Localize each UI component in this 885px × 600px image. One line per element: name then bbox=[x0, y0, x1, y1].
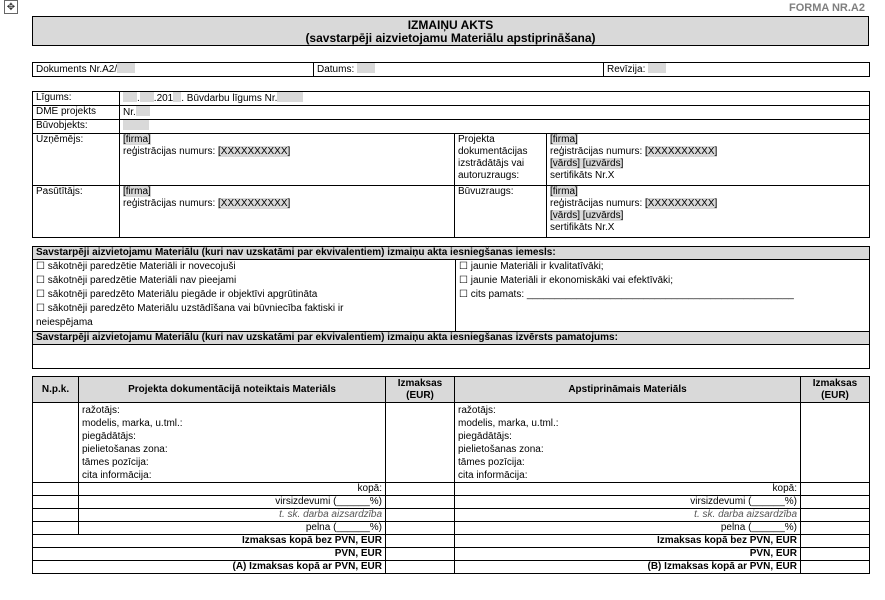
ligums-day-field[interactable] bbox=[123, 92, 137, 102]
proj-cost-cell[interactable] bbox=[386, 403, 455, 483]
appr-cost-cell[interactable] bbox=[801, 403, 870, 483]
buvuzraugs-details bbox=[547, 186, 870, 238]
projekta-label: Projekta dokumentācijas izstrādātājs vai autoruzraugs: bbox=[455, 134, 547, 186]
reason-impossible-cont: neiespējama bbox=[36, 317, 93, 328]
buvuzraugs-reg-value[interactable]: [XXXXXXXXXX] bbox=[645, 198, 718, 209]
uznemejs-label: Uzņēmējs: bbox=[33, 134, 120, 186]
ligums-month-field[interactable] bbox=[140, 92, 154, 102]
parties-table bbox=[32, 133, 870, 238]
proj-modelis: modelis, marka, u.tml.: bbox=[82, 418, 183, 429]
appr-virs-value[interactable] bbox=[801, 496, 870, 509]
datums-field[interactable] bbox=[357, 63, 375, 73]
appr-tames: tāmes pozīcija: bbox=[458, 457, 525, 468]
appr-cita: cita informācija: bbox=[458, 470, 528, 481]
dme-number-field[interactable] bbox=[136, 106, 150, 116]
dokuments-field[interactable] bbox=[117, 63, 135, 73]
pelna-npk bbox=[33, 522, 79, 535]
appr-aizs-label: t. sk. darba aizsardzība bbox=[455, 509, 801, 522]
buvobjekts-value bbox=[120, 120, 870, 134]
buvuzraugs-reg-label: reģistrācijas numurs: bbox=[550, 198, 646, 209]
projekta-sert[interactable]: sertifikāts Nr.X bbox=[550, 170, 615, 181]
proj-kopa-label: kopā: bbox=[79, 483, 386, 496]
npk-header-text: N.p.k. bbox=[41, 383, 70, 395]
appr-razotajs: ražotājs: bbox=[458, 405, 496, 416]
proj-kopa-value[interactable] bbox=[386, 483, 455, 496]
reason-other[interactable]: ☐ cits pamats: ________________________________________________ bbox=[459, 289, 794, 300]
move-handle-icon[interactable]: ✥ bbox=[4, 0, 18, 14]
appr-cost-header: Izmaksas (EUR) bbox=[801, 377, 870, 403]
title-line-1: IZMAIŅU AKTS bbox=[407, 18, 494, 32]
proj-aizs-label: t. sk. darba aizsardzība bbox=[79, 509, 386, 522]
proj-total-value[interactable] bbox=[386, 561, 455, 574]
appr-kopa-value[interactable] bbox=[801, 483, 870, 496]
proj-bez-pvn-label: Izmaksas kopā bez PVN, EUR bbox=[33, 535, 386, 548]
reason-impossible[interactable]: ☐ sākotnēji paredzēto Materiālu uzstādīšana vai būvniecība faktiski ir bbox=[36, 303, 344, 314]
npk-header bbox=[33, 377, 79, 403]
projekta-vards[interactable]: [vārds] [uzvārds] bbox=[550, 158, 624, 169]
uznemejs-details bbox=[120, 134, 455, 186]
npk-cell[interactable] bbox=[33, 403, 79, 483]
title-line-2: (savstarpēji aizvietojamu Materiālu apstiprināšana) bbox=[305, 31, 596, 45]
projekta-details bbox=[547, 134, 870, 186]
proj-bez-pvn-value[interactable] bbox=[386, 535, 455, 548]
appr-aizs-value[interactable] bbox=[801, 509, 870, 522]
proj-pvn-label: PVN, EUR bbox=[33, 548, 386, 561]
costs-table bbox=[32, 376, 870, 574]
pasutitajs-reg-value[interactable]: [XXXXXXXXXX] bbox=[218, 198, 291, 209]
dme-nr-label: Nr. bbox=[123, 107, 136, 118]
reason-delivery[interactable]: ☐ sākotnēji paredzēto Materiālu piegāde ir objektīvi apgrūtināta bbox=[36, 289, 318, 300]
proj-details[interactable] bbox=[79, 403, 386, 483]
appr-pvn-value[interactable] bbox=[801, 548, 870, 561]
proj-pelna-label[interactable]: pelna (______%) bbox=[79, 522, 386, 535]
document-title bbox=[32, 16, 869, 46]
pasutitajs-firma[interactable]: [firma] bbox=[123, 186, 151, 197]
buvobjekts-field[interactable] bbox=[123, 120, 149, 130]
appr-kopa-label: kopā: bbox=[455, 483, 801, 496]
ligums-value: . .201 . Būvdarbu līgums Nr. bbox=[120, 92, 870, 106]
reasons-left bbox=[33, 260, 456, 332]
appr-pvn-label: PVN, EUR bbox=[455, 548, 801, 561]
document-info-table bbox=[32, 62, 870, 77]
buvuzraugs-sert[interactable]: sertifikāts Nr.X bbox=[550, 222, 615, 233]
ligums-number-field[interactable] bbox=[277, 92, 303, 102]
pasutitajs-label: Pasūtītājs: bbox=[33, 186, 120, 238]
dme-label: DME projekts bbox=[33, 106, 120, 120]
revizija-cell bbox=[604, 63, 870, 77]
revizija-field[interactable] bbox=[648, 63, 666, 73]
revizija-label: Revīzija: bbox=[607, 64, 646, 75]
reasons-table bbox=[32, 246, 870, 369]
proj-razotajs: ražotājs: bbox=[82, 405, 120, 416]
appr-bez-pvn-value[interactable] bbox=[801, 535, 870, 548]
proj-pvn-value[interactable] bbox=[386, 548, 455, 561]
pasutitajs-details bbox=[120, 186, 455, 238]
reason-quality[interactable]: ☐ jaunie Materiāli ir kvalitatīvāki; bbox=[459, 261, 604, 272]
proj-aizs-value[interactable] bbox=[386, 509, 455, 522]
projekta-firma[interactable]: [firma] bbox=[550, 134, 578, 145]
reason-economical[interactable]: ☐ jaunie Materiāli ir ekonomiskāki vai efektīvāki; bbox=[459, 275, 674, 286]
buvuzraugs-label: Būvuzraugs: bbox=[455, 186, 547, 238]
pamatojums-header: Savstarpēji aizvietojamu Materiālu (kuri nav uzskatāmi par ekvivalentiem) izmaiņu akta iesniegšanas izvērsts pamatojums: bbox=[33, 332, 870, 345]
uznemejs-reg-label: reģistrācijas numurs: bbox=[123, 146, 219, 157]
proj-zona: pielietošanas zona: bbox=[82, 444, 168, 455]
reasons-header: Savstarpēji aizvietojamu Materiālu (kuri nav uzskatāmi par ekvivalentiem) izmaiņu akta iesniegšanas iemesls: bbox=[33, 247, 870, 260]
proj-material-header: Projekta dokumentācijā noteiktais Materiāls bbox=[79, 377, 386, 403]
ligums-contract-label: . Būvdarbu līgums Nr. bbox=[181, 93, 278, 104]
proj-cita: cita informācija: bbox=[82, 470, 152, 481]
buvuzraugs-firma[interactable]: [firma] bbox=[550, 186, 578, 197]
appr-details[interactable] bbox=[455, 403, 801, 483]
reasons-right bbox=[456, 260, 870, 332]
appr-piegadatajs: piegādātājs: bbox=[458, 431, 512, 442]
proj-pelna-value[interactable] bbox=[386, 522, 455, 535]
uznemejs-firma[interactable]: [firma] bbox=[123, 134, 151, 145]
ligums-year-prefix: 201 bbox=[156, 93, 174, 104]
buvuzraugs-vards[interactable]: [vārds] [uzvārds] bbox=[550, 210, 624, 221]
buvobjekts-label: Būvobjekts: bbox=[33, 120, 120, 134]
proj-cost-header: Izmaksas (EUR) bbox=[386, 377, 455, 403]
datums-label: Datums: bbox=[317, 64, 355, 75]
proj-virs-label[interactable]: virsizdevumi (______%) bbox=[79, 496, 386, 509]
appr-total-value[interactable] bbox=[801, 561, 870, 574]
dokuments-cell bbox=[33, 63, 314, 77]
proj-virs-value[interactable] bbox=[386, 496, 455, 509]
proj-piegadatajs: piegādātājs: bbox=[82, 431, 136, 442]
uznemejs-reg-value[interactable]: [XXXXXXXXXX] bbox=[218, 146, 291, 157]
appr-zona: pielietošanas zona: bbox=[458, 444, 544, 455]
reason-unavailable[interactable]: ☐ sākotnēji paredzētie Materiāli nav pieejami bbox=[36, 275, 237, 286]
pasutitajs-reg-label: reģistrācijas numurs: bbox=[123, 198, 219, 209]
proj-total-label: (A) Izmaksas kopā ar PVN, EUR bbox=[33, 561, 386, 574]
appr-bez-pvn-label: Izmaksas kopā bez PVN, EUR bbox=[455, 535, 801, 548]
kopa-npk bbox=[33, 483, 79, 496]
reason-obsolete[interactable]: ☐ sākotnēji paredzētie Materiāli ir novecojuši bbox=[36, 261, 236, 272]
appr-total-label: (B) Izmaksas kopā ar PVN, EUR bbox=[455, 561, 801, 574]
appr-pelna-label[interactable]: pelna (______%) bbox=[455, 522, 801, 535]
projekta-reg-value[interactable]: [XXXXXXXXXX] bbox=[645, 146, 718, 157]
dme-value bbox=[120, 106, 870, 120]
appr-virs-label[interactable]: virsizdevumi (______%) bbox=[455, 496, 801, 509]
dokuments-label: Dokuments Nr.A2/ bbox=[36, 64, 118, 75]
appr-material-header: Apstiprināmais Materiāls bbox=[455, 377, 801, 403]
pamatojums-field[interactable] bbox=[33, 345, 870, 369]
proj-tames: tāmes pozīcija: bbox=[82, 457, 149, 468]
ligums-label: Līgums: bbox=[33, 92, 120, 106]
form-number: FORMA NR.A2 bbox=[789, 2, 865, 14]
contract-table bbox=[32, 91, 870, 134]
projekta-reg-label: reģistrācijas numurs: bbox=[550, 146, 646, 157]
aizs-npk bbox=[33, 509, 79, 522]
appr-modelis: modelis, marka, u.tml.: bbox=[458, 418, 559, 429]
datums-cell bbox=[314, 63, 604, 77]
virs-npk bbox=[33, 496, 79, 509]
appr-pelna-value[interactable] bbox=[801, 522, 870, 535]
